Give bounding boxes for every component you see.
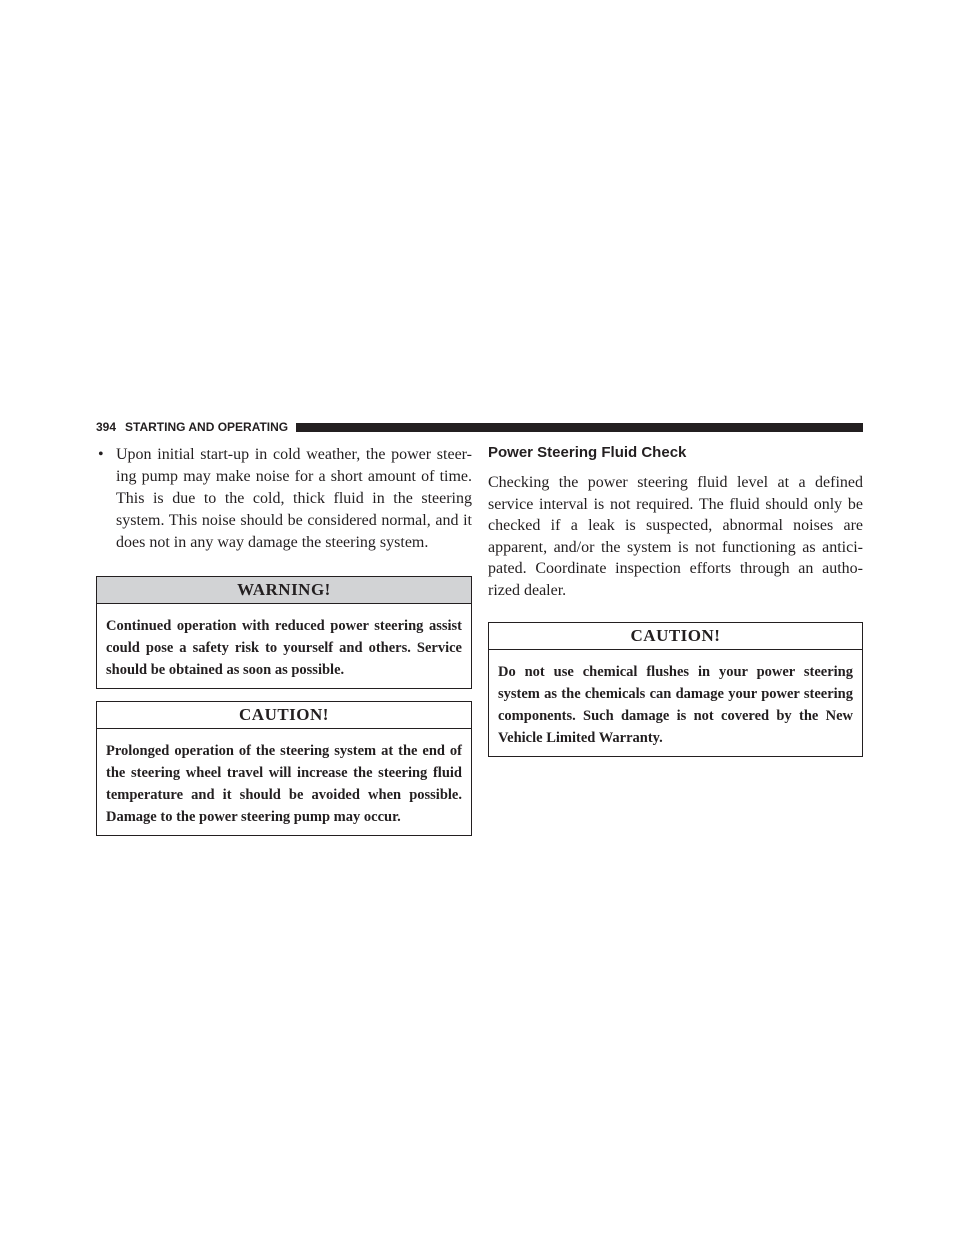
- caution-text: Prolonged operation of the steering system at the end of the steering wheel travel will increase the steering fluid temperature and it should be avoided when possible. Damage to the power steering pump may occur.: [106, 743, 462, 825]
- section-heading: Power Steering Fluid Check: [488, 444, 687, 461]
- caution-box: [488, 622, 863, 757]
- header-rule: [296, 423, 863, 432]
- bullet-text: Upon initial start-up in cold weather, the power steer-ing pump may make noise for a short amount of time. This is due to the cold, thick fluid in the steering system. This noise should be considered normal, and it does not in any way damage the steering system.: [116, 446, 472, 551]
- caution-box: [96, 701, 472, 836]
- body-paragraph: Checking the power steering fluid level at a defined service interval is not required. The fluid should only be checked if a leak is suspected, abnormal noises are apparent, and/or the system is not functioning as antici-pated. Coordinate inspection efforts through an autho-rized dealer.: [488, 474, 863, 599]
- page-number: 394: [96, 420, 117, 434]
- warning-box: [96, 576, 472, 689]
- caution-title: CAUTION!: [489, 623, 862, 650]
- warning-text: Continued operation with reduced power steering assist could pose a safety risk to yourself and others. Service should be obtained as soon as possible.: [106, 618, 462, 678]
- list-item: [96, 444, 472, 554]
- right-column: [488, 444, 863, 757]
- left-column: [96, 444, 472, 836]
- bullet-icon: •: [98, 446, 104, 463]
- page-header: [96, 421, 863, 433]
- caution-title: CAUTION!: [97, 702, 471, 729]
- section-title: STARTING AND OPERATING: [125, 420, 289, 434]
- warning-title: WARNING!: [97, 577, 471, 604]
- caution-text: Do not use chemical flushes in your power steering system as the chemicals can damage your power steering components. Such damage is not covered by the New Vehicle Limited Warranty.: [498, 664, 853, 746]
